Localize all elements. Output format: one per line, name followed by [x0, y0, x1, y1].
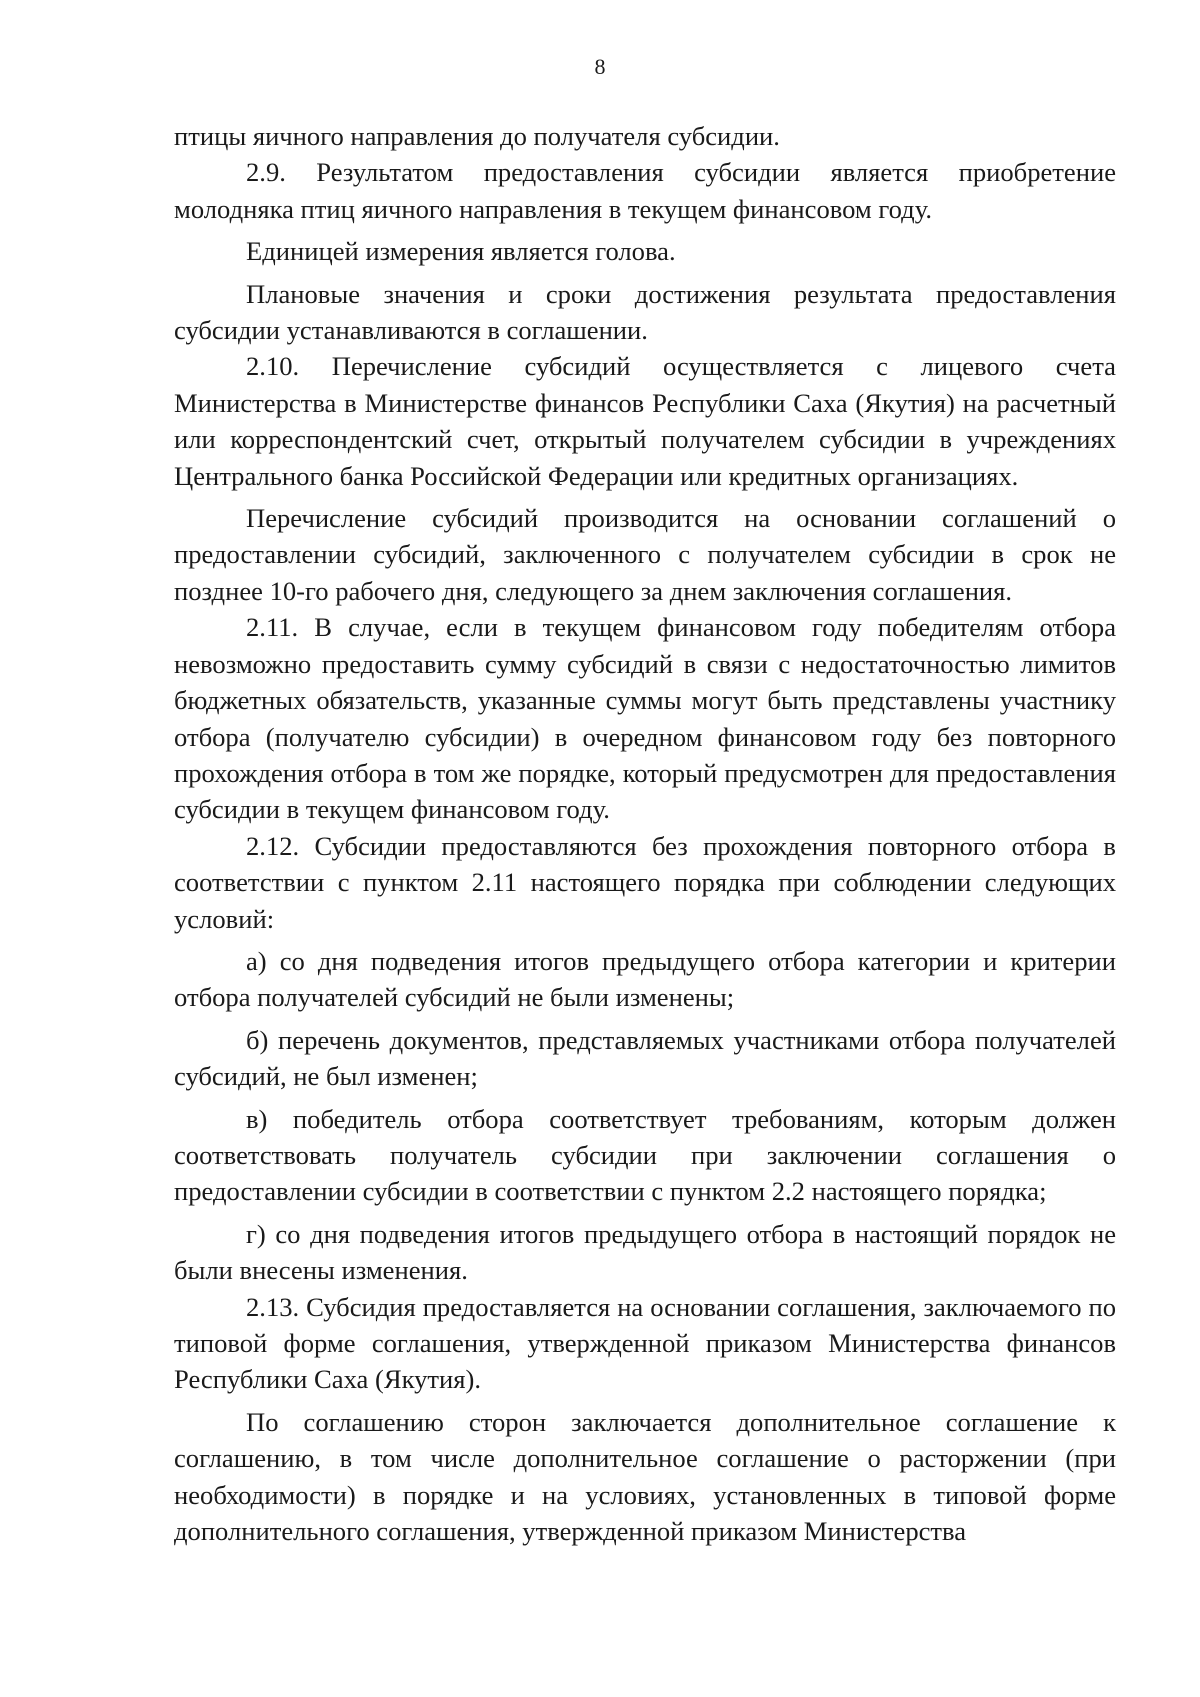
paragraph-additional-agreement: По соглашению сторон заключается дополнительное соглашение к соглашению, в том числе дополнительное соглашение о расторжении (при необходимости) в порядке и на условиях, установленных в типовой форме дополнительного соглашения, утвержденной приказом Министерства [174, 1406, 1116, 1547]
list-item-v: в) победитель отбора соответствует требованиям, которым должен соответствовать получатель субсидии при заключении соглашения о предоставлении субсидии в соответствии с пунктом 2.2 настоящего порядка; [174, 1103, 1116, 1207]
document-body [174, 118, 1116, 1549]
paragraph-2-9: 2.9. Результатом предоставления субсидии является приобретение молодняка птиц яичного направления в текущем финансовом году. [174, 157, 1116, 224]
page-number: 8 [594, 54, 606, 79]
list-item-a: а) со дня подведения итогов предыдущего отбора категории и критерии отбора получателей субсидий не были изменены; [174, 945, 1116, 1013]
paragraph-unit: Единицей измерения является голова. [246, 236, 676, 267]
paragraph-transfer: Перечисление субсидий производится на основании соглашений о предоставлении субсидий, заключенного с получателем субсидии в срок не позднее 10-го рабочего дня, следующего за днем заключения соглашения. [174, 503, 1116, 606]
paragraph-planned-values: Плановые значения и сроки достижения результата предоставления субсидии устанавливаются в соглашении. [174, 278, 1116, 346]
paragraph-2-11: 2.11. В случае, если в текущем финансовом году победителям отбора невозможно предоставить сумму субсидий в связи с недостаточностью лимитов бюджетных обязательств, указанные суммы могут быть представлены участнику отбора (получателю субсидии) в очередном финансовом году без повторного прохождения отбора в том же порядке, который предусмотрен для предоставления субсидии в текущем финансовом году. [174, 612, 1116, 825]
list-item-g: г) со дня подведения итогов предыдущего отбора в настоящий порядок не были внесены изменения. [174, 1218, 1116, 1286]
paragraph-continuation: птицы яичного направления до получателя субсидии. [174, 121, 780, 151]
paragraph-2-13: 2.13. Субсидия предоставляется на основании соглашения, заключаемого по типовой форме соглашения, утвержденной приказом Министерства финансов Республики Саха (Якутия). [174, 1291, 1116, 1395]
paragraph-2-12: 2.12. Субсидии предоставляются без прохождения повторного отбора в соответствии с пунктом 2.11 настоящего порядка при соблюдении следующих условий: [174, 830, 1116, 934]
list-item-b: б) перечень документов, представляемых участниками отбора получателей субсидий, не был изменен; [174, 1024, 1116, 1092]
paragraph-2-10: 2.10. Перечисление субсидий осуществляется с лицевого счета Министерства в Министерстве финансов Республики Саха (Якутия) на расчетный или корреспондентский счет, открытый получателем субсидии в учреждениях Центрального банка Российской Федерации или кредитных организациях. [174, 351, 1116, 491]
